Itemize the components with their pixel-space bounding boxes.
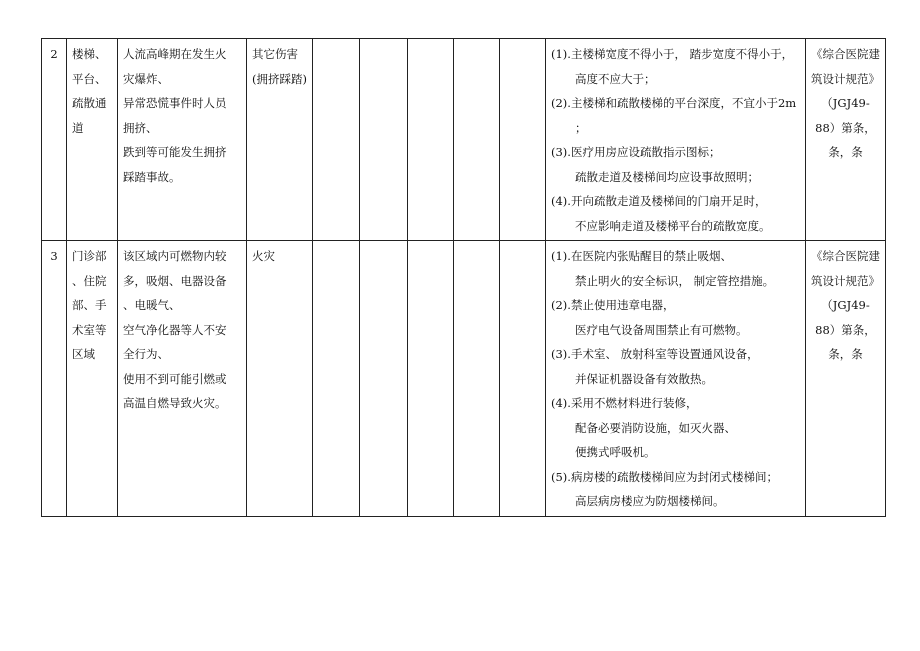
- cell-line: 空气净化器等人不安: [123, 322, 227, 337]
- cause-cell: [118, 39, 247, 241]
- measure-line: 禁止明火的安全标识， 制定管控措施。: [575, 273, 775, 288]
- standard-line: 条，条: [828, 145, 863, 159]
- cell-line: 术室等: [72, 322, 107, 337]
- empty-cell: [313, 39, 360, 241]
- cell-line: 使用不到可能引燃或: [123, 371, 227, 386]
- measure-line: (2).禁止使用违章电器，: [551, 298, 675, 312]
- cell-line: 、住院: [72, 273, 107, 288]
- cell-line: 拥挤、: [123, 120, 158, 135]
- measure-line: 便携式呼吸机。: [575, 445, 656, 459]
- cell-line: 道: [72, 120, 84, 135]
- table-row: [42, 39, 886, 241]
- cell-line: 踩踏事故。: [123, 169, 181, 184]
- cell-line: 人流高峰期在发生火: [123, 47, 227, 61]
- measure-line: (3).手术室、 放射科室等设置通风设备，: [551, 347, 759, 361]
- measure-line: 不应影响走道及楼梯平台的疏散宽度。: [575, 218, 771, 233]
- measure-line: (2).主楼梯和疏散楼梯的平台深度，不宜小于2m: [551, 96, 797, 110]
- measure-line: 高层病房楼应为防烟楼梯间。: [575, 494, 725, 508]
- cell-line: (拥挤踩踏): [252, 71, 307, 86]
- cell-line: 部、手: [72, 298, 107, 312]
- measure-line: 高度不应大于；: [575, 71, 656, 86]
- cell-line: 平台、: [72, 71, 107, 86]
- empty-cell: [500, 241, 546, 517]
- empty-cell: [360, 39, 408, 241]
- standard-cell: [806, 39, 886, 241]
- standard-line: （JGJ49-: [821, 298, 870, 312]
- measures-cell: [546, 241, 806, 517]
- measure-line: 医疗电气设备周围禁止有可燃物。: [575, 322, 748, 337]
- cell-line: 跌到等可能发生拥挤: [123, 145, 227, 159]
- empty-cell: [313, 241, 360, 517]
- empty-cell: [454, 241, 500, 517]
- empty-cell: [408, 241, 454, 517]
- measure-line: 配备必要消防设施，如灭火器、: [575, 420, 736, 435]
- measure-line: (1).主楼梯宽度不得小于， 踏步宽度不得小于，: [551, 47, 794, 61]
- location-cell: [67, 39, 118, 241]
- risk-assessment-table: [41, 38, 886, 517]
- row-number: 3: [42, 241, 67, 517]
- measure-line: (1).在医院内张贴醒目的禁止吸烟、: [551, 249, 732, 263]
- cell-line: 全行为、: [123, 347, 169, 361]
- measure-line: 并保证机器设备有效散热。: [575, 371, 713, 386]
- cell-line: 火灾: [252, 249, 275, 263]
- cell-line: 该区域内可燃物内较: [123, 249, 227, 263]
- empty-cell: [454, 39, 500, 241]
- standard-line: 88）第条，: [815, 322, 876, 337]
- standard-line: 《综合医院建: [811, 249, 880, 263]
- standard-line: 筑设计规范》: [811, 273, 880, 288]
- measures-cell: [546, 39, 806, 241]
- standard-line: 88）第条，: [815, 120, 876, 135]
- empty-cell: [360, 241, 408, 517]
- cause-cell: [118, 241, 247, 517]
- cell-line: 其它伤害: [252, 47, 298, 61]
- measure-line: (3).医疗用房应设疏散指示图标；: [551, 145, 721, 159]
- standard-line: （JGJ49-: [821, 96, 870, 110]
- empty-cell: [500, 39, 546, 241]
- standard-line: 《综合医院建: [811, 47, 880, 61]
- cell-line: 门诊部: [72, 249, 107, 263]
- cell-line: 疏散通: [72, 96, 107, 110]
- row-number: 2: [42, 39, 67, 241]
- cell-line: 灾爆炸、: [123, 71, 169, 86]
- measure-line: (4).采用不燃材料进行装修，: [551, 396, 698, 410]
- cell-line: 高温自燃导致火灾。: [123, 396, 227, 410]
- standard-line: 条，条: [828, 347, 863, 361]
- cell-line: 、电暖气、: [123, 298, 181, 312]
- measure-line: ；: [575, 120, 587, 135]
- empty-cell: [408, 39, 454, 241]
- hazard-cell: [247, 241, 313, 517]
- measure-line: (4).开向疏散走道及楼梯间的门扇开足时，: [551, 194, 767, 208]
- measure-line: (5).病房楼的疏散楼梯间应为封闭式楼梯间；: [551, 469, 778, 484]
- measure-line: 疏散走道及楼梯间均应设事故照明；: [575, 169, 759, 184]
- cell-line: 异常恐慌事件时人员: [123, 96, 227, 110]
- standard-cell: [806, 241, 886, 517]
- table-row: [42, 241, 886, 517]
- hazard-cell: [247, 39, 313, 241]
- standard-line: 筑设计规范》: [811, 71, 880, 86]
- cell-line: 多，吸烟、电器设备: [123, 273, 227, 288]
- location-cell: [67, 241, 118, 517]
- cell-line: 楼梯、: [72, 47, 107, 61]
- cell-line: 区域: [72, 347, 95, 361]
